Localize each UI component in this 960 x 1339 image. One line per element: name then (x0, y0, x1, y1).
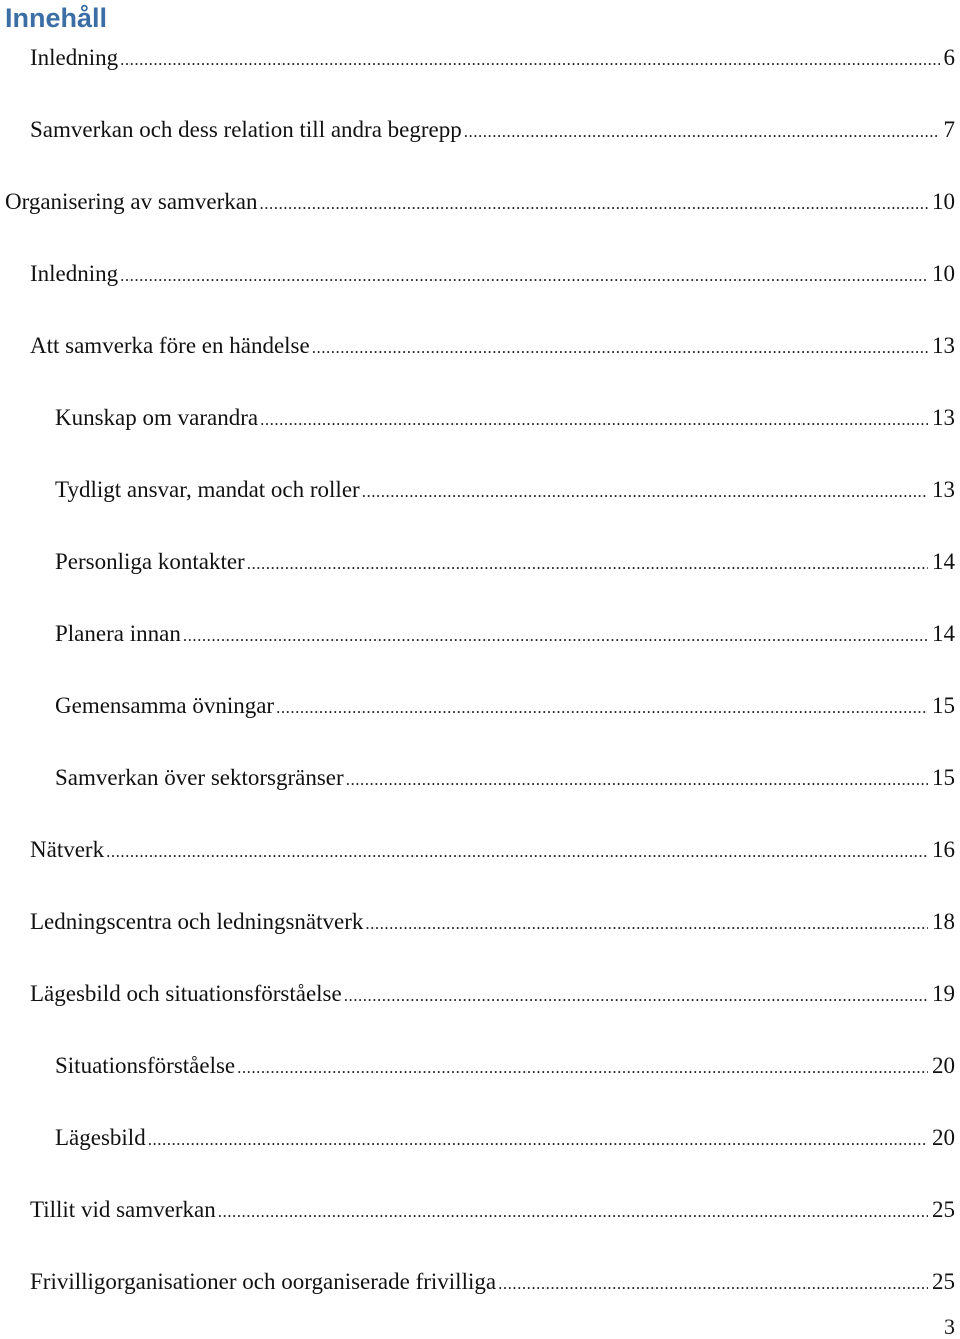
toc-entry-title: Kunskap om varandra (55, 405, 259, 430)
toc-dot-leader (362, 476, 928, 508)
toc-dot-leader (148, 1124, 928, 1156)
toc-entry-page: 10 (932, 261, 955, 286)
toc-dot-leader (498, 1268, 928, 1300)
toc-entry-page: 16 (932, 837, 955, 862)
toc-entry-title: Situationsförståelse (55, 1053, 236, 1078)
toc-entry-page: 15 (932, 765, 955, 790)
toc-entry[interactable] (30, 1194, 955, 1226)
toc-entry[interactable] (55, 762, 955, 794)
toc-entry-page: 20 (932, 1125, 955, 1150)
toc-entry-page: 6 (943, 45, 955, 70)
toc-dot-leader (247, 548, 928, 580)
toc-dot-leader (183, 620, 928, 652)
toc-entry-page: 20 (932, 1053, 955, 1078)
toc-dot-leader (464, 116, 940, 148)
toc-entry[interactable] (30, 114, 955, 146)
toc-entry[interactable] (55, 1122, 955, 1154)
toc-entry-title: Planera innan (55, 621, 181, 646)
toc-dot-leader (260, 188, 929, 220)
toc-entry-page: 13 (932, 405, 955, 430)
toc-entry-page: 13 (932, 477, 955, 502)
toc-dot-leader (365, 908, 928, 940)
toc-entry-title: Lägesbild (55, 1125, 146, 1150)
toc-entry-page: 19 (932, 981, 955, 1006)
toc-entry[interactable] (30, 42, 955, 74)
toc-entry-title: Gemensamma övningar (55, 693, 275, 718)
toc-entry[interactable] (55, 474, 955, 506)
toc-entry[interactable] (30, 1266, 955, 1298)
toc-dot-leader (346, 764, 928, 796)
toc-entry[interactable] (5, 186, 955, 218)
page-number: 3 (944, 1314, 955, 1339)
toc-entry[interactable] (55, 1050, 955, 1082)
toc-dot-leader (120, 260, 928, 292)
toc-dot-leader (312, 332, 928, 364)
toc-entry-page: 25 (932, 1197, 955, 1222)
toc-dot-leader (120, 44, 939, 76)
toc-entry-title: Samverkan över sektorsgränser (55, 765, 344, 790)
toc-entry[interactable] (30, 834, 955, 866)
toc-entry[interactable] (55, 690, 955, 722)
toc-entry-title: Frivilligorganisationer och oorganiserade frivilliga (30, 1269, 497, 1294)
toc-entry-page: 14 (932, 621, 955, 646)
toc-entry-title: Personliga kontakter (55, 549, 245, 574)
toc-entry[interactable] (55, 546, 955, 578)
toc-entry[interactable] (30, 258, 955, 290)
toc-entry-page: 10 (932, 189, 955, 214)
toc-entry-title: Ledningscentra och ledningsnätverk (30, 909, 364, 934)
toc-dot-leader (260, 404, 928, 436)
toc-heading: Innehåll (5, 3, 108, 33)
toc-entry[interactable] (30, 330, 955, 362)
toc-entry-title: Att samverka före en händelse (30, 333, 310, 358)
toc-entry-page: 13 (932, 333, 955, 358)
toc-entry-title: Inledning (30, 45, 119, 70)
toc-entry[interactable] (55, 402, 955, 434)
toc-entry-title: Nätverk (30, 837, 105, 862)
toc-dot-leader (106, 836, 928, 868)
toc-dot-leader (344, 980, 928, 1012)
toc-entry-title: Lägesbild och situationsförståelse (30, 981, 342, 1006)
toc-entry-title: Tillit vid samverkan (30, 1197, 216, 1222)
toc-dot-leader (237, 1052, 928, 1084)
toc-entry-page: 7 (943, 117, 955, 142)
toc-entry-title: Organisering av samverkan (5, 189, 258, 214)
toc-entry-page: 14 (932, 549, 955, 574)
toc-entry[interactable] (30, 978, 955, 1010)
toc-entry-title: Inledning (30, 261, 119, 286)
toc-entry-page: 15 (932, 693, 955, 718)
toc-entry[interactable] (55, 618, 955, 650)
toc-entry[interactable] (30, 906, 955, 938)
toc-entry-title: Samverkan och dess relation till andra begrepp (30, 117, 462, 142)
toc-entry-page: 25 (932, 1269, 955, 1294)
toc-dot-leader (276, 692, 928, 724)
toc-dot-leader (218, 1196, 928, 1228)
toc-entry-page: 18 (932, 909, 955, 934)
toc-entry-title: Tydligt ansvar, mandat och roller (55, 477, 360, 502)
